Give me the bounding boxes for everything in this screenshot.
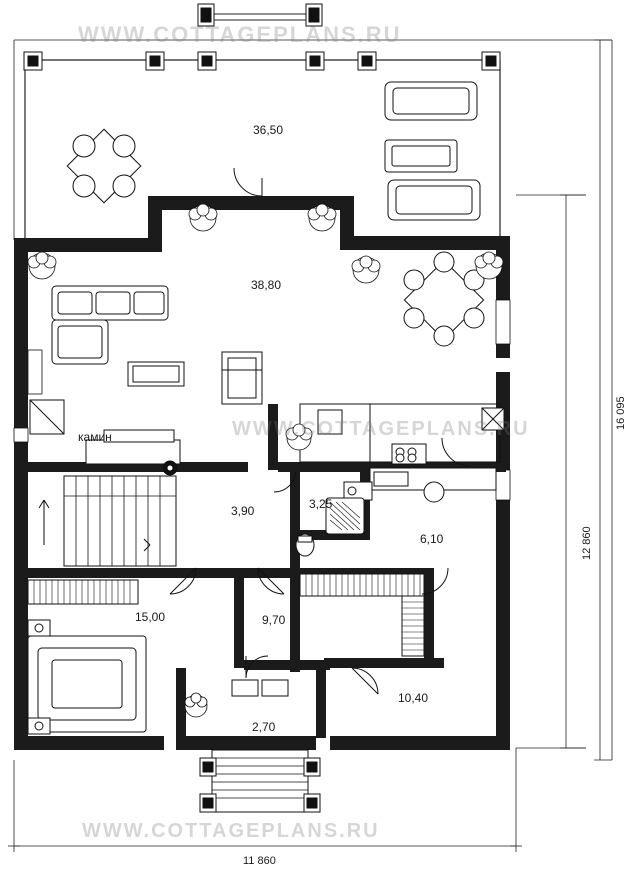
inner-height-dimension-label: 12 860 [581, 526, 593, 560]
watermark-top: WWW.COTTAGEPLANS.RU [78, 22, 402, 47]
room-area-label: 10,40 [398, 691, 429, 705]
porch-area-label: 2,70 [252, 720, 276, 734]
kitchen-area-label: 6,10 [420, 532, 444, 546]
overall-width-dimension-label: 11 860 [243, 855, 276, 867]
bedroom-area-label: 15,00 [135, 610, 166, 624]
living-room-area-label: 38,80 [251, 278, 282, 292]
bathroom-area-label: 3,25 [309, 497, 333, 511]
terrace-area-label: 36,50 [253, 123, 284, 137]
hall-area-label: 3,90 [231, 504, 255, 518]
overall-height-dimension-label: 16 095 [615, 396, 627, 430]
watermark-middle: WWW.COTTAGEPLANS.RU [232, 418, 530, 440]
corridor-area-label: 9,70 [262, 613, 286, 627]
fireplace-label: камин [78, 430, 112, 444]
bedroom-furniture [28, 580, 146, 734]
watermark-bottom: WWW.COTTAGEPLANS.RU [82, 820, 380, 842]
